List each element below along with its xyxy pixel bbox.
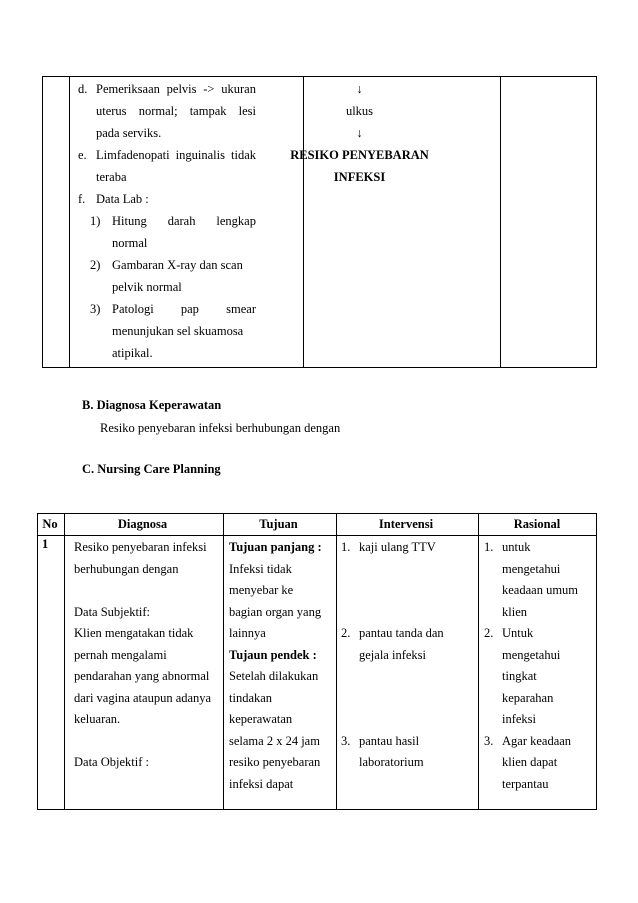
list-item-text: Data Lab : <box>96 192 149 206</box>
cell-line: Data Subjektif: <box>74 604 151 619</box>
list-item-text: pelvik normal <box>112 280 182 294</box>
cell-line: pernah mengalami <box>74 647 167 662</box>
diagnosa-cell <box>74 537 211 774</box>
table-header: Tujuan <box>259 517 298 531</box>
cell-line: 3. Agar keadaan <box>484 731 578 753</box>
down-arrow-icon: ↓ <box>356 126 363 140</box>
cell-line <box>341 580 444 602</box>
list-item-text: normal <box>112 236 148 250</box>
cell-line <box>341 709 444 731</box>
list-marker: 3. <box>341 733 351 748</box>
cell-line: klien <box>502 604 527 619</box>
row-number: 1 <box>42 537 49 551</box>
list-marker: e. <box>78 148 87 162</box>
list-item-text: menunjukan sel skuamosa <box>112 324 244 338</box>
table-column <box>500 77 596 367</box>
list-marker: f. <box>78 192 86 206</box>
pathway-problem: RESIKO PENYEBARAN <box>290 148 429 162</box>
table-header: Diagnosa <box>117 517 168 531</box>
list-marker: 1) <box>90 214 101 228</box>
cell-line: lainnya <box>229 626 266 640</box>
table-header: Rasional <box>513 517 561 531</box>
down-arrow-icon: ↓ <box>356 82 363 96</box>
section-heading: B. Diagnosa Keperawatan <box>82 398 222 412</box>
pathway-problem: INFEKSI <box>333 170 386 184</box>
cell-line: pendarahan yang abnormal <box>74 669 210 683</box>
list-item-text: teraba <box>96 170 127 184</box>
list-marker: d. <box>78 82 88 96</box>
cell-line: 3. pantau hasil <box>341 731 444 753</box>
cell-line <box>341 666 444 688</box>
cell-line: Tujaun pendek : <box>229 647 317 662</box>
cell-line: 1. kaji ulang TTV <box>341 537 444 559</box>
cell-line: 2. Untuk <box>484 623 578 645</box>
cell-line: menyebar ke <box>229 583 294 597</box>
cell-line: Setelah dilakukan <box>229 669 319 683</box>
cell-line: keluaran. <box>74 712 121 726</box>
cell-line: 1. untuk <box>484 537 578 559</box>
list-item-text: atipikal. <box>112 346 153 360</box>
cell-line: Klien mengatakan tidak <box>74 626 194 640</box>
table-column <box>223 514 224 809</box>
table-header: No <box>42 517 58 531</box>
table-column <box>336 514 337 809</box>
list-marker: 1. <box>341 540 351 554</box>
list-marker: 2. <box>484 626 494 640</box>
cell-line: mengetahui <box>502 561 561 576</box>
cell-line: tindakan <box>229 690 273 705</box>
diagnosis-statement: Resiko penyebaran infeksi berhubungan dengan <box>100 421 341 435</box>
list-marker: 2) <box>90 258 101 272</box>
pathway-ulkus: ulkus <box>345 104 374 118</box>
pathway-flow <box>262 78 457 188</box>
cell-line: gejala infeksi <box>359 647 426 662</box>
list-item-text: uterus normal; tampak lesi <box>96 104 256 118</box>
table-column <box>43 77 70 367</box>
cell-line: bagian organ yang <box>229 604 322 619</box>
list-item-text: Patologi pap smear <box>112 302 256 316</box>
cell-line <box>341 688 444 710</box>
cell-line: selama 2 x 24 jam <box>229 733 320 748</box>
cell-line <box>74 731 211 753</box>
cell-line: resiko penyebaran <box>229 755 321 769</box>
cell-line: keperawatan <box>229 712 293 726</box>
section-heading: C. Nursing Care Planning <box>82 462 221 476</box>
table-header: Intervensi <box>378 517 434 531</box>
list-marker: 1. <box>484 540 494 554</box>
cell-line: tingkat <box>502 669 537 683</box>
cell-line <box>341 559 444 581</box>
list-item-text: Limfadenopati inguinalis tidak <box>96 148 256 162</box>
list-item-text: Gambaran X-ray dan scan <box>112 258 243 272</box>
cell-line: Tujuan panjang : <box>229 540 322 554</box>
list-item-text: Pemeriksaan pelvis -> ukuran <box>96 82 256 96</box>
cell-line: Infeksi tidak <box>229 561 292 576</box>
intervensi-cell <box>341 537 444 774</box>
tujuan-cell <box>229 537 322 795</box>
cell-line: mengetahui <box>502 647 561 662</box>
cell-line: keparahan <box>502 690 554 705</box>
cell-line: berhubungan dengan <box>74 561 179 576</box>
cell-line <box>74 580 211 602</box>
table-column <box>478 514 479 809</box>
cell-line: infeksi dapat <box>229 776 294 791</box>
cell-line: terpantau <box>502 776 549 791</box>
rasional-cell <box>484 537 578 795</box>
cell-line: dari vagina ataupun adanya <box>74 690 212 705</box>
list-marker: 2. <box>341 626 351 640</box>
cell-line: infeksi <box>502 712 537 726</box>
cell-line: 2. pantau tanda dan <box>341 623 444 645</box>
cell-line: klien dapat <box>502 755 558 769</box>
list-item-text: Hitung darah lengkap <box>112 214 256 228</box>
cell-line: keadaan umum <box>502 583 579 597</box>
cell-line <box>341 602 444 624</box>
header-divider <box>38 535 596 536</box>
table-column <box>64 514 65 809</box>
cell-line: Resiko penyebaran infeksi <box>74 540 207 554</box>
list-item-text: pada serviks. <box>96 126 162 140</box>
cell-line: Data Objektif : <box>74 755 149 769</box>
cell-line: laboratorium <box>359 755 424 769</box>
list-marker: 3) <box>90 302 101 316</box>
list-marker: 3. <box>484 733 494 748</box>
